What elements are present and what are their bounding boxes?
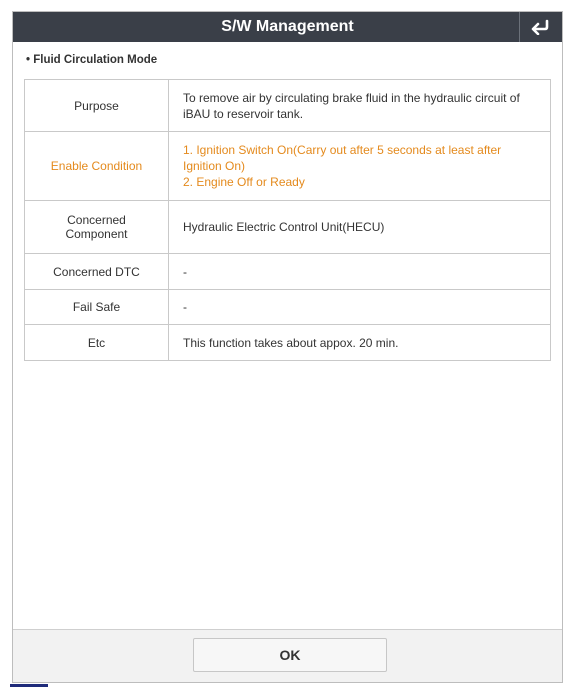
section-title: • Fluid Circulation Mode — [26, 54, 158, 66]
ok-button[interactable]: OK — [193, 638, 387, 672]
dialog-footer — [13, 629, 562, 682]
condition-line-2: 2. Engine Off or Ready — [183, 175, 305, 189]
row-value: - — [169, 290, 551, 325]
label-line-2: Component — [65, 227, 128, 241]
table-row-concerned-dtc — [25, 254, 551, 290]
title-bar — [13, 12, 562, 42]
row-label: Concerned DTC — [25, 254, 169, 290]
corner-accent — [10, 684, 48, 687]
dialog-title: S/W Management — [221, 18, 354, 35]
table-row-purpose — [25, 80, 551, 132]
back-button[interactable] — [520, 12, 562, 42]
info-table — [24, 79, 551, 361]
label-line-1: Concerned — [67, 213, 126, 227]
table-row-etc — [25, 325, 551, 361]
table-row-enable-condition — [25, 132, 551, 201]
row-value: - — [169, 254, 551, 290]
table-row-concerned-component — [25, 201, 551, 254]
sw-management-dialog — [12, 11, 563, 683]
row-label: Fail Safe — [25, 290, 169, 325]
condition-line-1: 1. Ignition Switch On(Carry out after 5 seconds at least after Ignition On) — [183, 143, 502, 173]
table-row-fail-safe — [25, 290, 551, 325]
row-label — [25, 201, 169, 254]
row-label: Enable Condition — [25, 132, 169, 201]
row-value — [169, 132, 551, 201]
return-arrow-icon — [530, 19, 552, 35]
row-label: Etc — [25, 325, 169, 361]
row-value: This function takes about appox. 20 min. — [169, 325, 551, 361]
row-label: Purpose — [25, 80, 169, 132]
row-value: To remove air by circulating brake fluid in the hydraulic circuit of iBAU to reservoir tank. — [169, 80, 551, 132]
row-value: Hydraulic Electric Control Unit(HECU) — [169, 201, 551, 254]
